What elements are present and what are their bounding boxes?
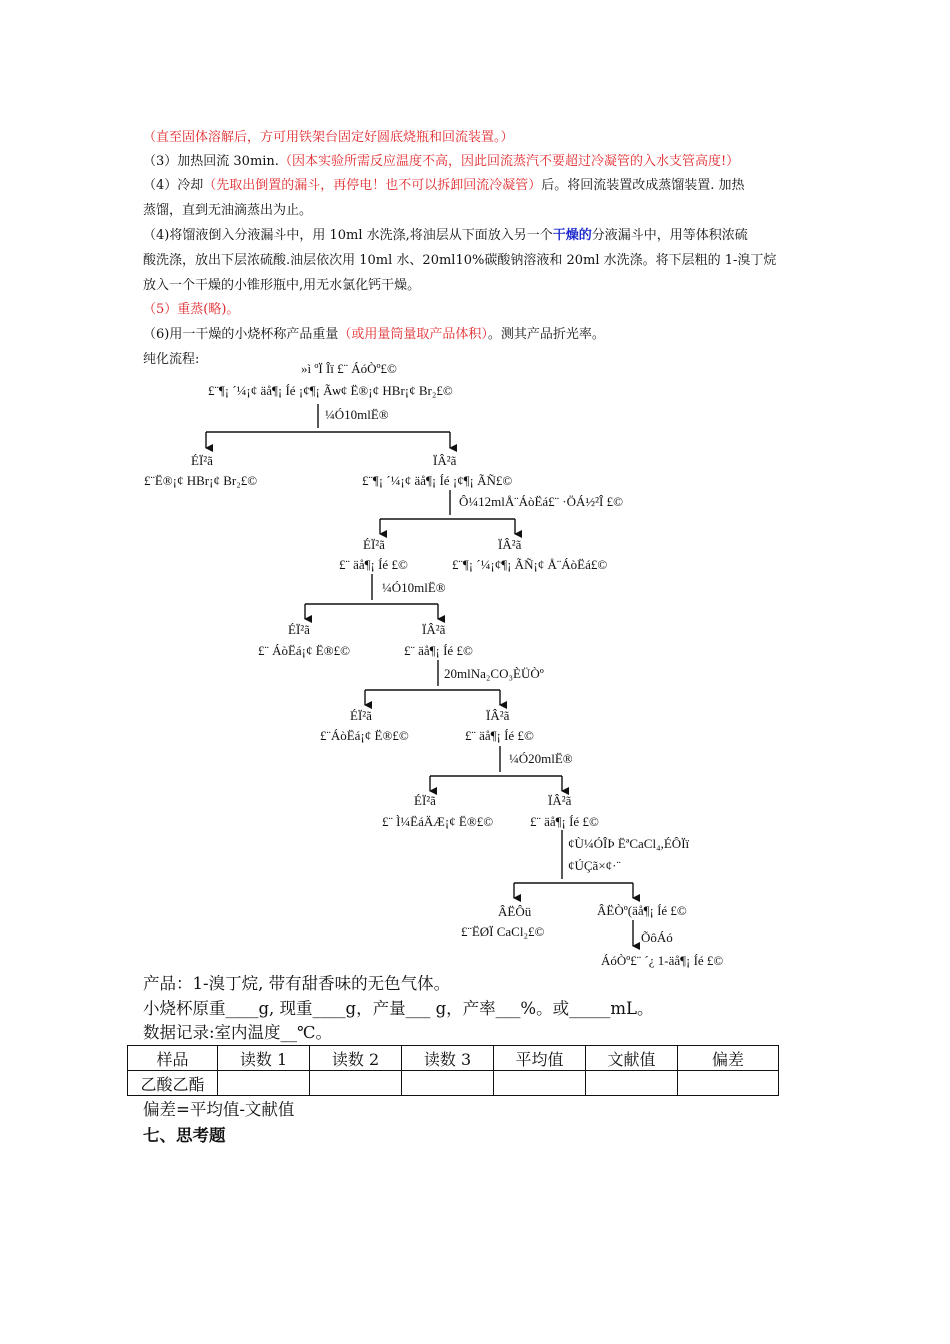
flow-step-add-water-3: ¼Ó20mlË® — [509, 751, 573, 766]
wash-line-3: 放入一个干燥的小锥形瓶中,用无水氯化钙干燥。 — [143, 278, 421, 293]
cell-sample: 乙酸乙酯 — [128, 1071, 218, 1096]
flow-lower-3: ÏÂ²ã — [422, 622, 446, 637]
col-header-reading-3: 读数 3 — [402, 1046, 494, 1071]
flow-upper-4: ÉÏ²ã — [350, 708, 372, 723]
flow-lower-2: ÏÂ²ã — [498, 537, 522, 552]
flow-lower-3-components: £¨ äå¶¡ Íé £© — [404, 643, 473, 658]
flow-residue: ÂËÔü — [498, 904, 532, 919]
flow-upper-2: ÉÏ²ã — [363, 537, 385, 552]
cell-deviation — [678, 1071, 779, 1096]
flow-lower-4-components: £¨ äå¶¡ Íé £© — [465, 728, 534, 743]
flow-lower-1: ÏÂ²ã — [433, 453, 457, 468]
weight-line: 小烧杯原重____g, 现重____g，产量___ g，产率___%。或_____mL。 — [143, 999, 654, 1018]
flow-upper-1-components: £¨Ë®¡¢ HBr¡¢ Br₂£© — [144, 473, 258, 488]
cell-reading-2 — [310, 1071, 402, 1096]
flow-residue-components: £¨ËØÏ CaCl₂£© — [461, 924, 545, 939]
col-header-literature: 文献值 — [586, 1046, 678, 1071]
deviation-formula: 偏差=平均值-文献值 — [143, 1100, 295, 1119]
cell-average — [494, 1071, 586, 1096]
flow-upper-3: ÉÏ²ã — [288, 622, 310, 637]
flow-upper-2-components: £¨ äå¶¡ Íé £© — [339, 557, 408, 572]
flow-upper-5: ÉÏ²ã — [414, 793, 436, 808]
step-4-line-2: 蒸馏，直到无油滴蒸出为止。 — [143, 203, 313, 218]
flow-upper-5-components: £¨ Ì¼ËáÄÆ¡¢ Ë®£© — [382, 814, 494, 829]
step-6-note: （或用量筒量取产品体积） — [338, 327, 488, 342]
flow-lower-1-components: £¨¶¡ ´¼¡¢ äå¶¡ Íé ¡¢¶¡ ÃÑ£© — [362, 473, 513, 488]
step-6-text-cont: 。测其产品折光率。 — [487, 327, 605, 342]
flow-lower-5: ÏÂ²ã — [548, 793, 572, 808]
col-header-deviation: 偏差 — [678, 1046, 779, 1071]
flow-lower-4: ÏÂ²ã — [486, 708, 510, 723]
step-6-text: （6)用一干燥的小烧杯称产品重量 — [143, 327, 339, 342]
flow-step-distill: ÕôÁó — [641, 930, 673, 945]
cell-literature — [586, 1071, 678, 1096]
col-header-reading-2: 读数 2 — [310, 1046, 402, 1071]
flow-mixture-components: £¨¶¡ ´¼¡¢ äå¶¡ Íé ¡¢¶¡ Ãѡ¢ Ë®¡¢ HBr¡¢ Br₂£© — [208, 383, 453, 398]
col-header-reading-1: 读数 1 — [218, 1046, 310, 1071]
step-3-text: （3）加热回流 30min. — [143, 154, 279, 169]
col-header-sample: 样品 — [128, 1046, 218, 1071]
step-4-note: （先取出倒置的漏斗，再停电！也不可以拆卸回流冷凝管） — [203, 178, 542, 193]
flow-heading: 纯化流程: — [143, 352, 200, 367]
flow-step-sulfuric-acid: Ô¼12mlÅ¨ÁòËá£¨ ·ÖÁ½²Î £© — [459, 494, 623, 509]
step-4-text: （4）冷却 — [143, 178, 204, 193]
flow-step-dry: ¢Ù¼ÓÎÞ ËªCaCl₄,ÉÔÏï — [568, 836, 690, 851]
flow-mixture: »ì ºÏ Îï £¨ ÁóÒº£© — [301, 361, 397, 376]
flow-step-add-water-2: ¼Ó10mlË® — [382, 580, 446, 595]
wash-text-cont: 分液漏斗中，用等体积浓硫 — [591, 228, 748, 243]
cell-reading-3 — [402, 1071, 494, 1096]
wash-line-2: 酸洗涤，放出下层浓硫酸.油层依次用 10ml 水、20ml10%碳酸钠溶液和 20ml 水洗涤。将下层粗的 1-溴丁烷 — [143, 253, 777, 268]
wash-text: （4)将馏液倒入分液漏斗中，用 10ml 水洗涤,将油层从下面放入另一个 — [143, 228, 553, 243]
table-row — [128, 1071, 779, 1096]
readings-table — [127, 1045, 779, 1096]
flow-step-sodium-carbonate: 20mlNa₂CO₃ÈÜÒº — [444, 666, 544, 681]
flow-upper-3-components: £¨ ÁòËá¡¢ Ë®£© — [258, 643, 350, 658]
flow-final-product: ÁóÒº£¨ ´¿ 1-äå¶¡ Íé £© — [601, 953, 724, 968]
col-header-average: 平均值 — [494, 1046, 586, 1071]
flow-upper-4-components: £¨ÁòËá¡¢ Ë®£© — [320, 728, 409, 743]
flow-filtrate: ÂËÒº(äå¶¡ Íé £© — [597, 903, 687, 918]
step-4-text-cont: 后。将回流装置改成蒸馏装置. 加热 — [541, 178, 745, 193]
flow-lower-5-components: £¨ äå¶¡ Íé £© — [530, 814, 599, 829]
flow-step-decant: ¢ÚÇã×¢·¨ — [568, 858, 621, 873]
product-description: 产品：1-溴丁烷, 带有甜香味的无色气体。 — [143, 974, 451, 993]
flow-upper-1: ÉÏ²ã — [191, 453, 213, 468]
note-line-1: （直至固体溶解后，方可用铁架台固定好圆底烧瓶和回流装置。） — [143, 130, 514, 145]
step-3-note: （因本实验所需反应温度不高，因此回流蒸汽不要超过冷凝管的入水支管高度!） — [278, 154, 740, 169]
cell-reading-1 — [218, 1071, 310, 1096]
dry-highlight: 干燥的 — [552, 228, 592, 243]
flow-step-add-water-1: ¼Ó10mlË® — [325, 407, 389, 422]
flow-lower-2-components: £¨¶¡ ´¼¡¢¶¡ ÃÑ¡¢ Å¨ÁòËá£© — [452, 557, 608, 572]
section-title-questions: 七、思考题 — [143, 1126, 226, 1145]
record-line: 数据记录:室内温度__℃。 — [143, 1023, 333, 1042]
step-5-line: （5）重蒸(略)。 — [143, 302, 240, 317]
table-header-row — [128, 1046, 779, 1071]
